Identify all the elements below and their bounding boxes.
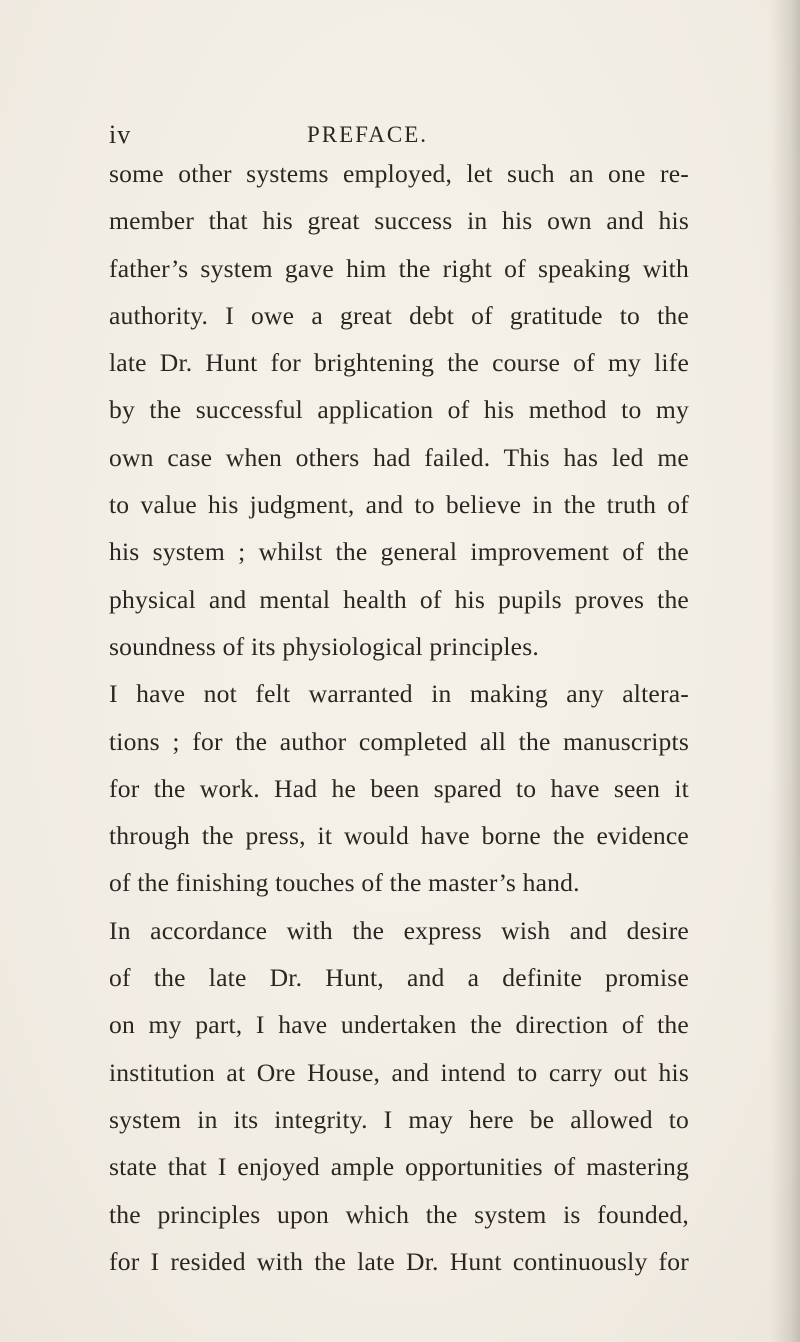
text-line: his system ; whilst the general improvement of the: [109, 537, 689, 567]
body-text: [109, 150, 689, 1285]
text-line: physical and mental health of his pupils proves the: [109, 584, 689, 614]
text-line: for I resided with the late Dr. Hunt continuously for: [109, 1246, 689, 1276]
text-line: father’s system gave him the right of speaking with: [109, 253, 689, 283]
text-line: for the work. Had he been spared to have seen it: [109, 773, 689, 803]
page-number: iv: [109, 120, 132, 149]
text-line: on my part, I have undertaken the direction of the: [109, 1010, 689, 1040]
text-line: of the finishing touches of the master’s hand.: [109, 868, 580, 898]
text-line: by the successful application of his method to my: [109, 395, 689, 425]
running-title: PREFACE.: [307, 122, 429, 147]
text-line: institution at Ore House, and intend to carry out his: [109, 1057, 689, 1087]
text-line: to value his judgment, and to believe in the truth of: [109, 490, 689, 520]
text-line: some other systems employed, let such an one re-: [109, 159, 689, 188]
text-line: soundness of its physiological principles.: [109, 631, 539, 661]
text-line: member that his great success in his own and his: [109, 206, 689, 236]
running-head: [109, 118, 689, 152]
text-line: tions ; for the author completed all the manuscripts: [109, 726, 689, 756]
text-line: the principles upon which the system is founded,: [109, 1199, 689, 1229]
text-line: through the press, it would have borne the evidence: [109, 821, 689, 851]
text-line: In accordance with the express wish and desire: [109, 915, 689, 945]
text-line: I have not felt warranted in making any altera-: [109, 679, 689, 709]
text-line: authority. I owe a great debt of gratitude to the: [109, 300, 689, 330]
text-line: own case when others had failed. This has led me: [109, 442, 689, 472]
text-line: of the late Dr. Hunt, and a definite promise: [109, 963, 689, 993]
text-line: late Dr. Hunt for brightening the course of my life: [109, 348, 689, 378]
text-line: system in its integrity. I may here be allowed to: [109, 1104, 689, 1134]
text-line: state that I enjoyed ample opportunities of mastering: [109, 1152, 689, 1182]
